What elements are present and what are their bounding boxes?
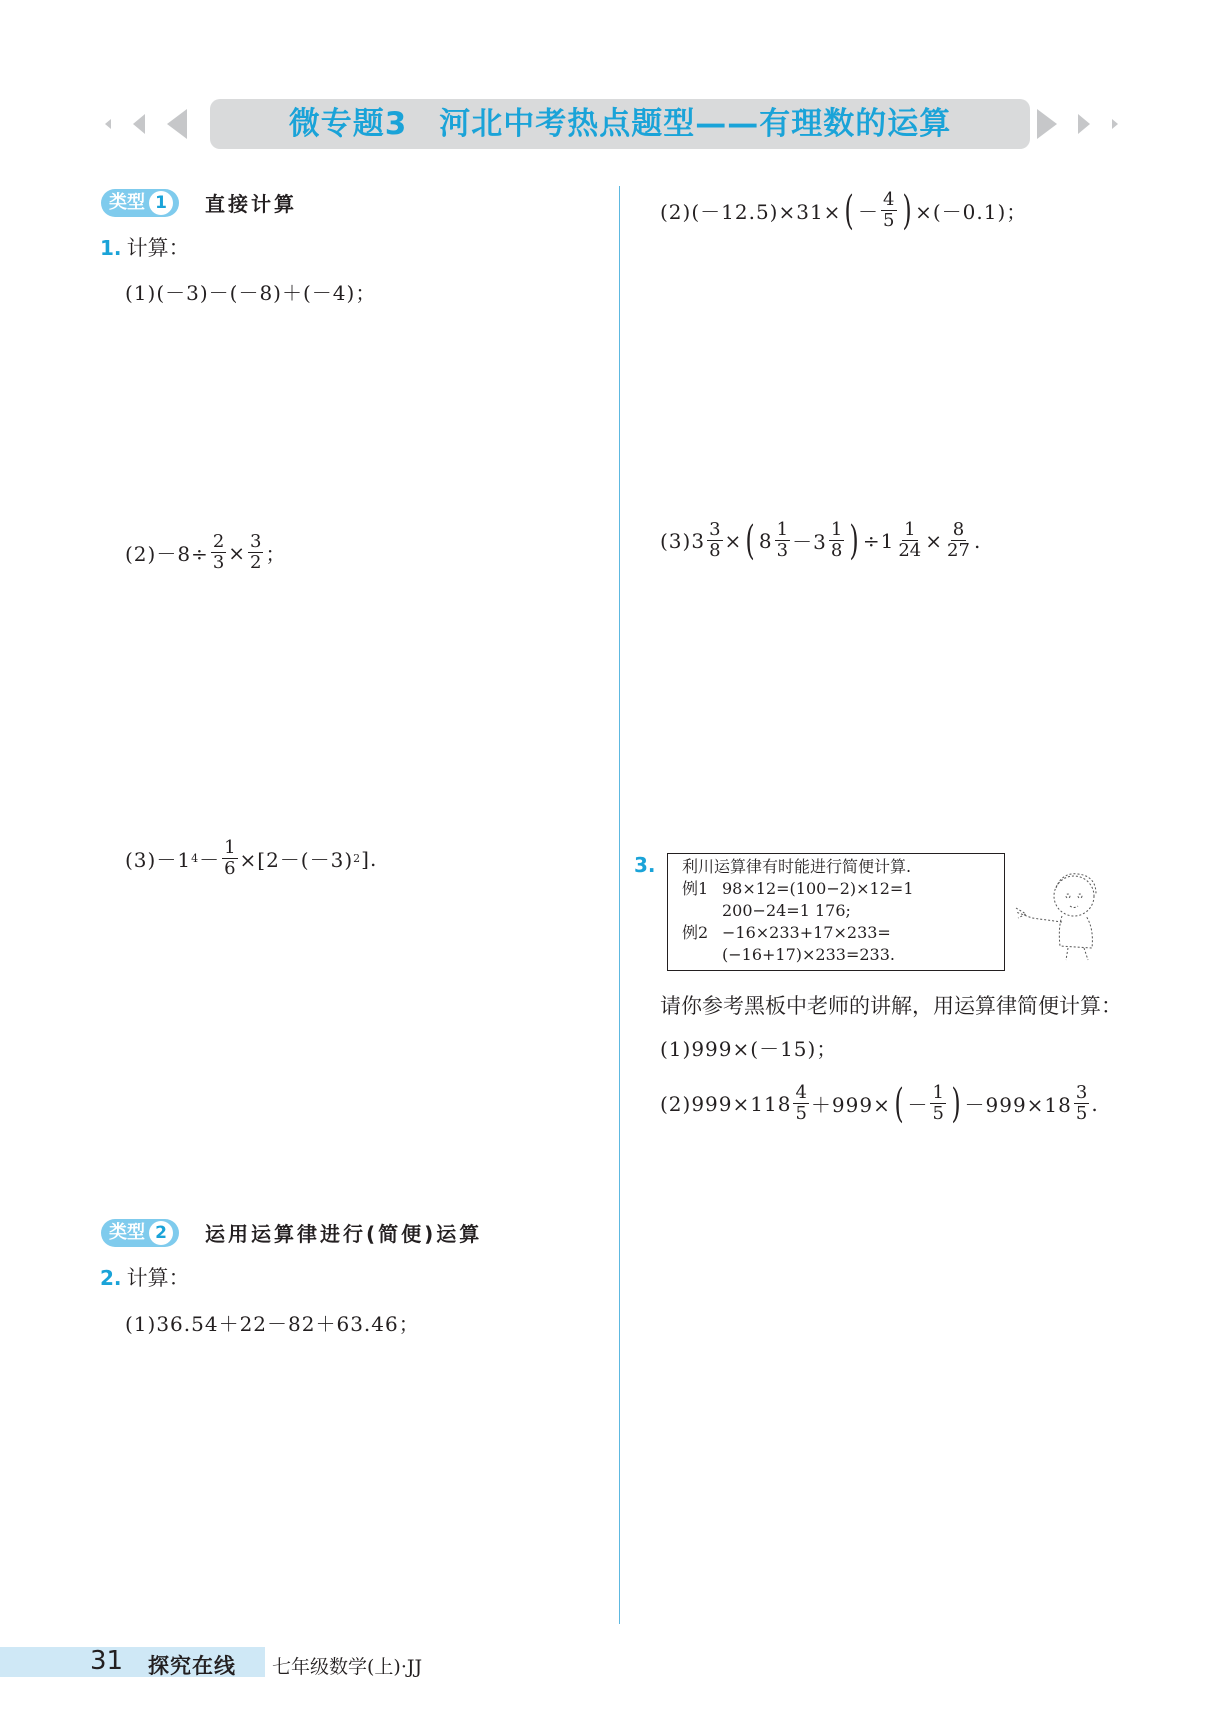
expr-text: ＋999× xyxy=(810,1093,891,1117)
expr-text: －3 xyxy=(792,530,827,554)
expr-text: ； xyxy=(265,542,287,566)
type-2-badge xyxy=(101,1219,179,1247)
type-1-heading xyxy=(101,188,297,217)
numerator: 4 xyxy=(883,189,895,210)
example-1-label: 例1 xyxy=(682,879,709,898)
expr-text: ÷1 xyxy=(862,528,895,553)
question-1-number: 1. xyxy=(100,236,122,260)
question-1-part-1: (1)(－3)－(－8)＋(－4)； xyxy=(125,281,377,305)
expr-text: (3)3 xyxy=(660,528,706,553)
question-1-prompt: 计算： xyxy=(126,236,190,260)
expr-text: － xyxy=(907,1093,929,1117)
numerator: 1 xyxy=(776,519,789,540)
denominator: 6 xyxy=(224,858,236,879)
type-1-badge-label: 类型 xyxy=(109,191,145,213)
example-2-text: −16×233+17×233=(−16+17)×233=233. xyxy=(722,923,895,964)
question-3-part-2 xyxy=(660,1080,1099,1127)
question-3-prompt: 请你参考黑板中老师的讲解，用运算律简便计算： xyxy=(660,994,1122,1018)
question-2-prompt: 计算： xyxy=(126,1266,190,1290)
teacher-illustration xyxy=(1012,866,1112,962)
numerator: 2 xyxy=(212,531,225,552)
denominator: 5 xyxy=(1075,1103,1088,1124)
denominator: 3 xyxy=(212,552,225,573)
numerator: 1 xyxy=(904,519,916,540)
expr-text: . xyxy=(973,528,982,553)
question-3-part-1: (1)999×(－15)； xyxy=(660,1037,838,1061)
type-2-badge-label: 类型 xyxy=(109,1221,145,1243)
expr-text: － xyxy=(858,200,880,224)
denominator: 2 xyxy=(250,552,262,573)
numerator: 3 xyxy=(1075,1082,1088,1103)
denominator: 8 xyxy=(830,540,843,561)
expr-text: ×(－0.1)； xyxy=(915,200,1028,224)
right-arrow-small-icon xyxy=(1112,119,1118,129)
fraction xyxy=(896,520,923,561)
exponent: 4 xyxy=(191,852,200,865)
question-2-header xyxy=(100,1262,190,1292)
numerator: 1 xyxy=(830,519,843,540)
denominator: 24 xyxy=(898,540,922,561)
paren: ) xyxy=(951,1080,962,1127)
question-2-part-2 xyxy=(660,187,1028,234)
left-arrow-small-icon xyxy=(105,119,111,129)
paren: ( xyxy=(745,517,756,564)
footer-brand: 探究在线 xyxy=(148,1654,236,1678)
blackboard-intro: 利川运算律有时能进行简便计算. xyxy=(682,857,912,876)
fraction xyxy=(248,532,263,573)
type-1-title: 直接计算 xyxy=(205,192,297,216)
numerator: 1 xyxy=(932,1082,944,1103)
expr-text: － xyxy=(199,848,221,872)
type-1-badge xyxy=(101,189,179,217)
left-arrow-large-icon xyxy=(167,109,187,139)
footer-book-title: 七年级数学(上)·JJ xyxy=(272,1656,423,1678)
type-1-badge-number: 1 xyxy=(149,191,173,215)
question-2-number: 2. xyxy=(100,1266,122,1290)
denominator: 27 xyxy=(947,540,970,561)
numerator: 1 xyxy=(224,837,236,858)
page-title: 微专题3 河北中考热点题型——有理数的运算 xyxy=(288,106,952,142)
fraction xyxy=(775,520,790,561)
numerator: 3 xyxy=(250,531,262,552)
left-arrow-medium-icon xyxy=(133,114,145,134)
expr-text: × xyxy=(228,540,247,565)
expr-text: × xyxy=(925,528,944,553)
expr-text: . xyxy=(1091,1091,1099,1116)
fraction xyxy=(829,520,844,561)
paren: ( xyxy=(894,1080,905,1127)
fraction xyxy=(881,190,896,231)
fraction xyxy=(211,532,226,573)
expr-text: ]. xyxy=(361,846,378,871)
right-arrow-medium-icon xyxy=(1078,114,1090,134)
paren: ( xyxy=(844,187,855,234)
fraction xyxy=(945,520,972,561)
example-1 xyxy=(682,878,990,922)
fraction xyxy=(930,1083,945,1124)
example-1-text: 98×12=(100−2)×12=1 200−24=1 176; xyxy=(722,879,914,920)
question-1-part-2 xyxy=(125,532,286,573)
fraction xyxy=(707,520,722,561)
expr-text: －999×18 xyxy=(964,1093,1072,1117)
question-1-header xyxy=(100,232,190,262)
exponent: 2 xyxy=(353,852,362,865)
expr-text: 8 xyxy=(758,528,773,553)
numerator: 8 xyxy=(952,519,965,540)
example-2 xyxy=(682,922,990,966)
paren: ) xyxy=(849,517,860,564)
expr-text: × xyxy=(724,528,743,553)
numerator: 4 xyxy=(795,1082,807,1103)
denominator: 5 xyxy=(795,1103,807,1124)
fraction xyxy=(1074,1083,1089,1124)
type-2-title: 运用运算律进行(简便)运算 xyxy=(205,1222,483,1246)
expr-text: ×[2－(－3) xyxy=(239,848,354,872)
blackboard-box xyxy=(667,853,1005,971)
column-divider xyxy=(619,186,620,1624)
question-3-number: 3. xyxy=(634,853,656,877)
expr-text: (3)－1 xyxy=(125,848,192,872)
expr-text: (2)(－12.5)×31× xyxy=(660,200,842,224)
denominator: 5 xyxy=(932,1103,944,1124)
fraction xyxy=(793,1083,808,1124)
denominator: 3 xyxy=(776,540,789,561)
question-2-part-3 xyxy=(660,517,982,564)
page-number: 31 xyxy=(90,1646,124,1676)
type-2-heading xyxy=(101,1218,482,1247)
question-2-part-1: (1)36.54＋22－82＋63.46； xyxy=(125,1312,420,1336)
fraction xyxy=(222,838,237,879)
example-2-label: 例2 xyxy=(682,923,709,942)
denominator: 5 xyxy=(883,210,895,231)
question-1-part-3 xyxy=(125,838,377,879)
expr-text: (2)－8÷ xyxy=(125,542,209,566)
numerator: 3 xyxy=(709,519,721,540)
right-arrow-large-icon xyxy=(1037,109,1057,139)
expr-text: (2)999×118 xyxy=(660,1091,792,1116)
paren: ) xyxy=(901,187,912,234)
denominator: 8 xyxy=(709,540,721,561)
type-2-badge-number: 2 xyxy=(149,1221,173,1245)
